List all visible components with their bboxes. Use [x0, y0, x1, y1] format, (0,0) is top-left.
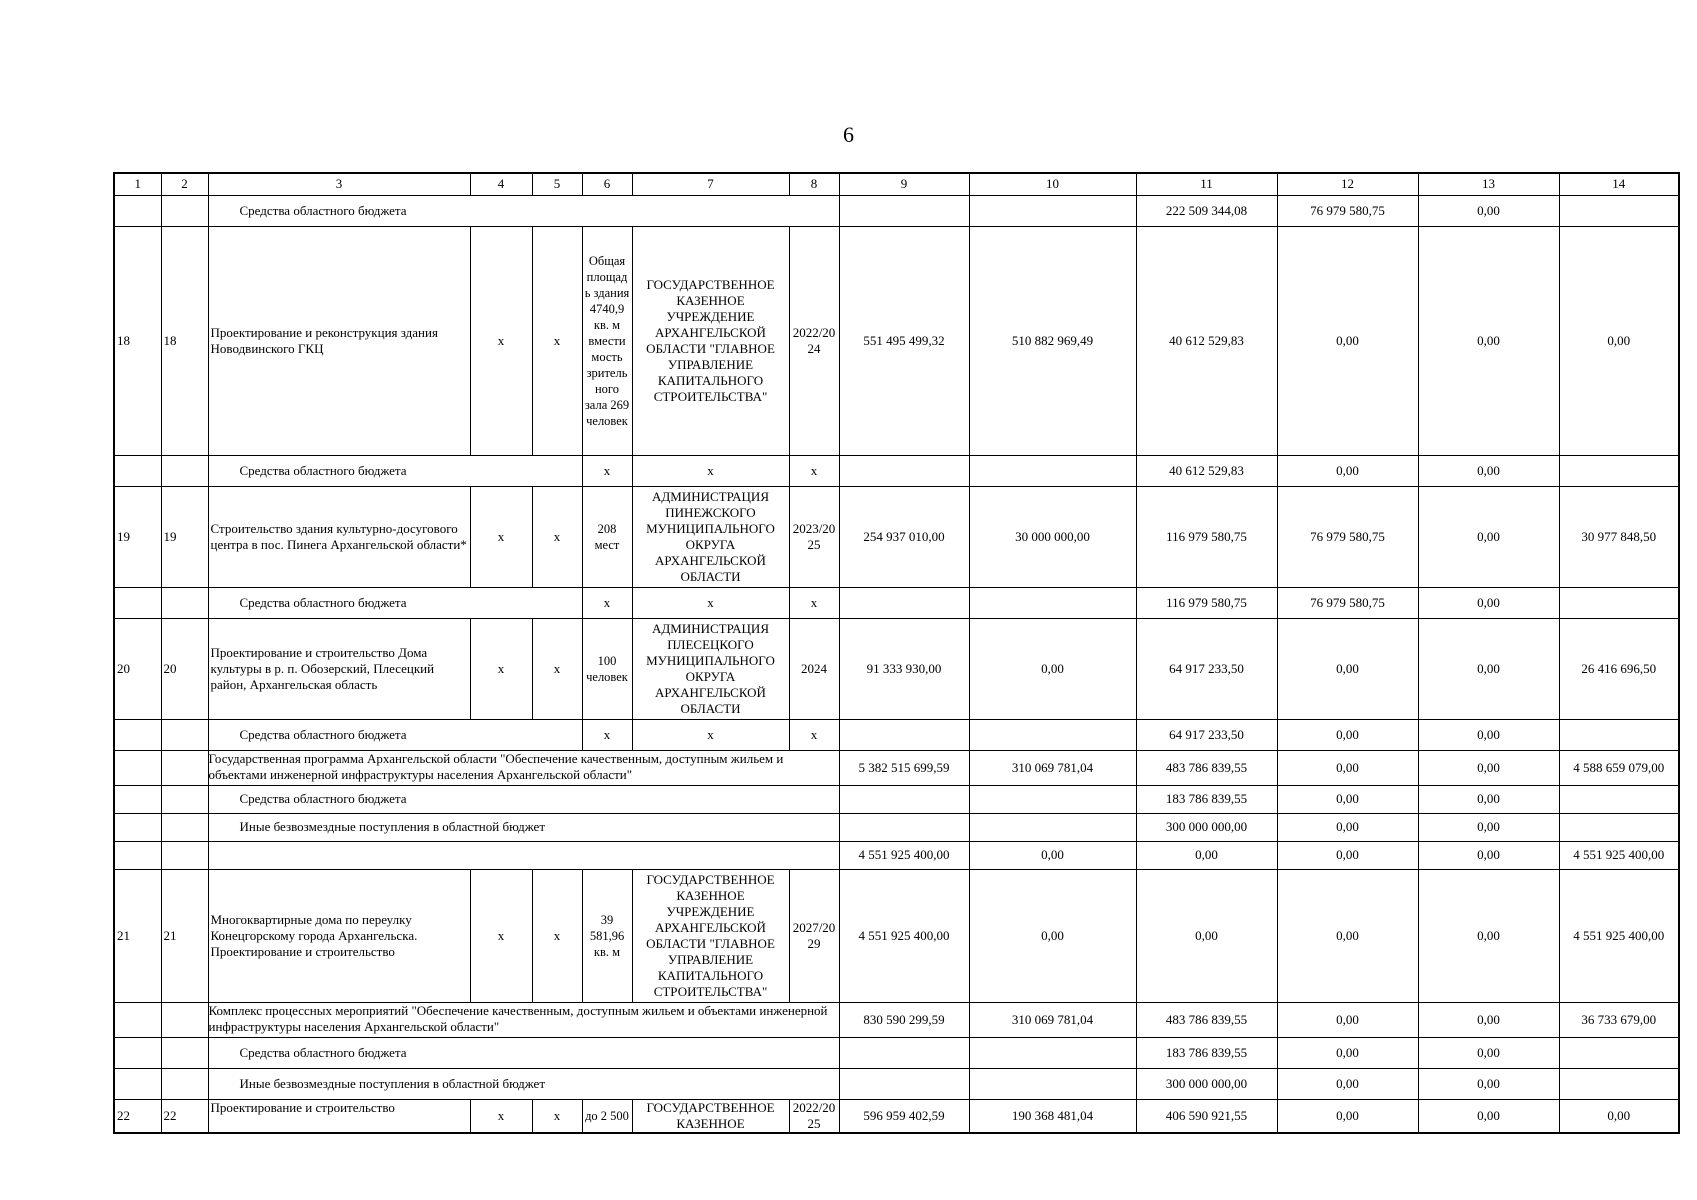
cell — [839, 719, 969, 750]
cell — [839, 1037, 969, 1068]
cell-customer: ГОСУДАРСТВЕННОЕ КАЗЕННОЕ УЧРЕЖДЕНИЕ АРХАНГЕЛЬСКОЙ ОБЛАСТИ "ГЛАВНОЕ УПРАВЛЕНИЕ КАПИТАЛЬНОГО СТРОИТЕЛЬСТВА" — [632, 226, 789, 455]
cell-value: 0,00 — [1418, 785, 1559, 813]
cell-value: 76 979 580,75 — [1277, 195, 1418, 226]
cell — [969, 195, 1136, 226]
cell-value: 4 551 925 400,00 — [1559, 841, 1679, 869]
cell-value: 0,00 — [1559, 1099, 1679, 1133]
cell-value: 0,00 — [1418, 1068, 1559, 1099]
cell-value: 116 979 580,75 — [1136, 587, 1277, 618]
cell — [470, 455, 532, 486]
cell-value: 36 733 679,00 — [1559, 1002, 1679, 1037]
table-row — [114, 486, 1679, 587]
cell — [114, 841, 161, 869]
cell-funding-source: Средства областного бюджета — [208, 719, 470, 750]
cell — [1559, 195, 1679, 226]
table-row — [114, 1099, 1679, 1133]
cell-value: 76 979 580,75 — [1277, 486, 1418, 587]
cell-funding-source: Иные безвозмездные поступления в областной бюджет — [208, 813, 839, 841]
cell-value: 596 959 402,59 — [839, 1099, 969, 1133]
cell-value: 483 786 839,55 — [1136, 1002, 1277, 1037]
cell — [161, 750, 208, 785]
cell — [161, 1002, 208, 1037]
cell — [1559, 1037, 1679, 1068]
cell-customer: ГОСУДАРСТВЕННОЕ КАЗЕННОЕ УЧРЕЖДЕНИЕ АРХАНГЕЛЬСКОЙ ОБЛАСТИ "ГЛАВНОЕ УПРАВЛЕНИЕ КАПИТАЛЬНОГО СТРОИТЕЛЬСТВА" — [632, 869, 789, 1002]
cell-value: 300 000 000,00 — [1136, 1068, 1277, 1099]
cell-object-name: Проектирование и строительство Дома культуры в р. п. Обозерский, Плесецкий район, Архангельская область — [208, 618, 470, 719]
cell — [114, 813, 161, 841]
cell: х — [582, 455, 632, 486]
cell — [114, 719, 161, 750]
cell-customer: ГОСУДАРСТВЕННОЕ КАЗЕННОЕ — [632, 1099, 789, 1133]
cell: х — [532, 486, 582, 587]
cell — [114, 785, 161, 813]
cell-number: 20 — [161, 618, 208, 719]
cell — [114, 1068, 161, 1099]
table-row — [114, 1002, 1679, 1037]
cell-number: 22 — [161, 1099, 208, 1133]
cell — [532, 587, 582, 618]
cell — [114, 750, 161, 785]
cell-capacity: Общая площадь здания 4740,9 кв. м вместимость зрительного зала 269 человек — [582, 226, 632, 455]
cell-value: 0,00 — [1418, 618, 1559, 719]
cell — [470, 587, 532, 618]
cell-value: 830 590 299,59 — [839, 1002, 969, 1037]
header-row — [114, 173, 1679, 195]
cell-value: 0,00 — [1418, 587, 1559, 618]
cell — [839, 813, 969, 841]
header-cell: 9 — [839, 173, 969, 195]
cell-period: 2022/2024 — [789, 226, 839, 455]
header-cell: 11 — [1136, 173, 1277, 195]
cell-value: 4 551 925 400,00 — [839, 841, 969, 869]
cell-value: 76 979 580,75 — [1277, 587, 1418, 618]
cell-value: 0,00 — [1277, 750, 1418, 785]
cell: х — [632, 455, 789, 486]
cell-value: 183 786 839,55 — [1136, 785, 1277, 813]
header-cell: 3 — [208, 173, 470, 195]
cell-value: 0,00 — [1277, 226, 1418, 455]
cell-value: 551 495 499,32 — [839, 226, 969, 455]
cell — [839, 455, 969, 486]
cell-value: 0,00 — [1277, 1002, 1418, 1037]
cell-value: 0,00 — [1277, 618, 1418, 719]
cell-funding-source: Средства областного бюджета — [208, 587, 470, 618]
cell — [114, 1002, 161, 1037]
cell — [969, 813, 1136, 841]
cell: х — [789, 455, 839, 486]
table-row — [114, 1037, 1679, 1068]
cell-value: 0,00 — [1418, 1099, 1559, 1133]
cell: х — [470, 486, 532, 587]
header-cell: 2 — [161, 173, 208, 195]
cell — [839, 195, 969, 226]
cell-number: 21 — [114, 869, 161, 1002]
cell — [969, 785, 1136, 813]
cell-value: 0,00 — [1418, 486, 1559, 587]
cell-capacity: 39 581,96 кв. м — [582, 869, 632, 1002]
table-row — [114, 618, 1679, 719]
cell-value: 30 000 000,00 — [969, 486, 1136, 587]
table-row — [114, 869, 1679, 1002]
cell — [969, 587, 1136, 618]
table-row — [114, 1068, 1679, 1099]
cell — [161, 785, 208, 813]
cell: х — [470, 618, 532, 719]
cell-value: 64 917 233,50 — [1136, 618, 1277, 719]
cell-number: 19 — [161, 486, 208, 587]
cell: х — [532, 1099, 582, 1133]
cell — [1559, 785, 1679, 813]
cell — [969, 719, 1136, 750]
cell — [161, 813, 208, 841]
cell-value: 40 612 529,83 — [1136, 455, 1277, 486]
cell-value: 183 786 839,55 — [1136, 1037, 1277, 1068]
cell-number: 22 — [114, 1099, 161, 1133]
cell-value: 254 937 010,00 — [839, 486, 969, 587]
cell — [969, 1037, 1136, 1068]
cell: х — [582, 719, 632, 750]
cell-value: 0,00 — [1277, 719, 1418, 750]
cell-funding-source: Иные безвозмездные поступления в областной бюджет — [208, 1068, 839, 1099]
cell-period: 2024 — [789, 618, 839, 719]
cell — [532, 455, 582, 486]
cell: х — [532, 226, 582, 455]
cell-value: 0,00 — [1277, 869, 1418, 1002]
cell-value: 4 551 925 400,00 — [839, 869, 969, 1002]
cell-value: 0,00 — [1418, 195, 1559, 226]
cell: х — [470, 869, 532, 1002]
cell-object-name: Многоквартирные дома по переулку Конецгорскому города Архангельска. Проектирование и строительство — [208, 869, 470, 1002]
cell — [532, 719, 582, 750]
cell: х — [470, 226, 532, 455]
cell-funding-source: Средства областного бюджета — [208, 1037, 839, 1068]
header-cell: 6 — [582, 173, 632, 195]
cell-value: 4 588 659 079,00 — [1559, 750, 1679, 785]
cell — [1559, 1068, 1679, 1099]
cell-value: 0,00 — [1418, 1002, 1559, 1037]
cell — [114, 455, 161, 486]
cell-value: 0,00 — [1277, 455, 1418, 486]
cell-number: 18 — [114, 226, 161, 455]
cell-value: 0,00 — [1277, 1068, 1418, 1099]
cell-value: 0,00 — [1559, 226, 1679, 455]
cell — [969, 1068, 1136, 1099]
cell: х — [789, 587, 839, 618]
cell-value: 0,00 — [1418, 869, 1559, 1002]
cell-value: 0,00 — [1418, 226, 1559, 455]
cell-funding-source: Средства областного бюджета — [208, 195, 839, 226]
cell-object-name: Проектирование и строительство — [208, 1099, 470, 1133]
cell: х — [632, 719, 789, 750]
cell-value: 190 368 481,04 — [969, 1099, 1136, 1133]
cell: х — [789, 719, 839, 750]
cell-value: 300 000 000,00 — [1136, 813, 1277, 841]
cell-value: 64 917 233,50 — [1136, 719, 1277, 750]
table-row — [114, 750, 1679, 785]
cell-value: 0,00 — [1418, 750, 1559, 785]
cell-program-title: Комплекс процессных мероприятий "Обеспечение качественным, доступным жильем и объектами инженерной инфраструктуры населения Архангельской области" — [208, 1002, 839, 1037]
cell-value: 5 382 515 699,59 — [839, 750, 969, 785]
cell-funding-source: Средства областного бюджета — [208, 785, 839, 813]
cell-period: 2023/2025 — [789, 486, 839, 587]
table-row — [114, 195, 1679, 226]
cell-value: 26 416 696,50 — [1559, 618, 1679, 719]
cell-value: 0,00 — [969, 841, 1136, 869]
cell-value: 0,00 — [1418, 455, 1559, 486]
cell-value: 0,00 — [1277, 785, 1418, 813]
page-number: 6 — [843, 122, 854, 147]
header-cell: 10 — [969, 173, 1136, 195]
cell-number: 20 — [114, 618, 161, 719]
cell — [161, 841, 208, 869]
cell-capacity: 208 мест — [582, 486, 632, 587]
cell — [114, 587, 161, 618]
cell-value: 0,00 — [969, 869, 1136, 1002]
header-cell: 7 — [632, 173, 789, 195]
cell: х — [532, 618, 582, 719]
cell — [839, 587, 969, 618]
cell — [114, 1037, 161, 1068]
cell-value: 483 786 839,55 — [1136, 750, 1277, 785]
table-row — [114, 813, 1679, 841]
cell — [114, 195, 161, 226]
cell-value: 4 551 925 400,00 — [1559, 869, 1679, 1002]
cell-number: 21 — [161, 869, 208, 1002]
cell-capacity: до 2 500 — [582, 1099, 632, 1133]
cell-customer: АДМИНИСТРАЦИЯ ПИНЕЖСКОГО МУНИЦИПАЛЬНОГО ОКРУГА АРХАНГЕЛЬСКОЙ ОБЛАСТИ — [632, 486, 789, 587]
cell: х — [632, 587, 789, 618]
cell-value: 0,00 — [1418, 1037, 1559, 1068]
cell — [161, 455, 208, 486]
cell — [1559, 455, 1679, 486]
table-row — [114, 785, 1679, 813]
table-row — [114, 719, 1679, 750]
table-row — [114, 455, 1679, 486]
cell-period: 2027/2029 — [789, 869, 839, 1002]
cell — [1559, 813, 1679, 841]
cell-value: 116 979 580,75 — [1136, 486, 1277, 587]
cell-customer: АДМИНИСТРАЦИЯ ПЛЕСЕЦКОГО МУНИЦИПАЛЬНОГО ОКРУГА АРХАНГЕЛЬСКОЙ ОБЛАСТИ — [632, 618, 789, 719]
cell — [1559, 587, 1679, 618]
cell-value: 0,00 — [1418, 813, 1559, 841]
cell-value: 310 069 781,04 — [969, 1002, 1136, 1037]
cell-value: 222 509 344,08 — [1136, 195, 1277, 226]
cell-value: 310 069 781,04 — [969, 750, 1136, 785]
cell-value: 30 977 848,50 — [1559, 486, 1679, 587]
header-cell: 14 — [1559, 173, 1679, 195]
cell-object-name: Строительство здания культурно-досугового центра в пос. Пинега Архангельской области* — [208, 486, 470, 587]
cell-number: 19 — [114, 486, 161, 587]
cell-value: 0,00 — [1136, 841, 1277, 869]
cell-funding-source: Средства областного бюджета — [208, 455, 470, 486]
cell — [470, 719, 532, 750]
cell-value: 0,00 — [1136, 869, 1277, 1002]
cell-value: 406 590 921,55 — [1136, 1099, 1277, 1133]
cell-value: 0,00 — [1277, 1099, 1418, 1133]
table-row — [114, 587, 1679, 618]
header-cell: 1 — [114, 173, 161, 195]
cell — [161, 195, 208, 226]
cell-value: 0,00 — [1277, 813, 1418, 841]
header-cell: 13 — [1418, 173, 1559, 195]
cell-object-name: Проектирование и реконструкция здания Новодвинского ГКЦ — [208, 226, 470, 455]
cell-value: 0,00 — [1418, 841, 1559, 869]
cell — [161, 587, 208, 618]
header-cell: 4 — [470, 173, 532, 195]
table-row — [114, 841, 1679, 869]
cell-value: 510 882 969,49 — [969, 226, 1136, 455]
cell: х — [532, 869, 582, 1002]
cell-value: 0,00 — [969, 618, 1136, 719]
cell — [839, 1068, 969, 1099]
cell-value: 0,00 — [1277, 1037, 1418, 1068]
table-row — [114, 226, 1679, 455]
cell-program-title: Государственная программа Архангельской области "Обеспечение качественным, доступным жильем и объектами инженерной инфраструктуры населения Архангельской области" — [208, 750, 839, 785]
cell-value: 0,00 — [1418, 719, 1559, 750]
cell: х — [470, 1099, 532, 1133]
cell — [969, 455, 1136, 486]
cell-capacity: 100 человек — [582, 618, 632, 719]
cell-value: 40 612 529,83 — [1136, 226, 1277, 455]
cell-value: 91 333 930,00 — [839, 618, 969, 719]
cell — [1559, 719, 1679, 750]
cell-value: 0,00 — [1277, 841, 1418, 869]
cell — [208, 841, 839, 869]
cell — [161, 1037, 208, 1068]
cell — [161, 1068, 208, 1099]
cell-period: 2022/2025 — [789, 1099, 839, 1133]
cell-number: 18 — [161, 226, 208, 455]
budget-table — [113, 172, 1680, 1134]
cell — [161, 719, 208, 750]
header-cell: 5 — [532, 173, 582, 195]
cell: х — [582, 587, 632, 618]
header-cell: 12 — [1277, 173, 1418, 195]
cell — [839, 785, 969, 813]
header-cell: 8 — [789, 173, 839, 195]
